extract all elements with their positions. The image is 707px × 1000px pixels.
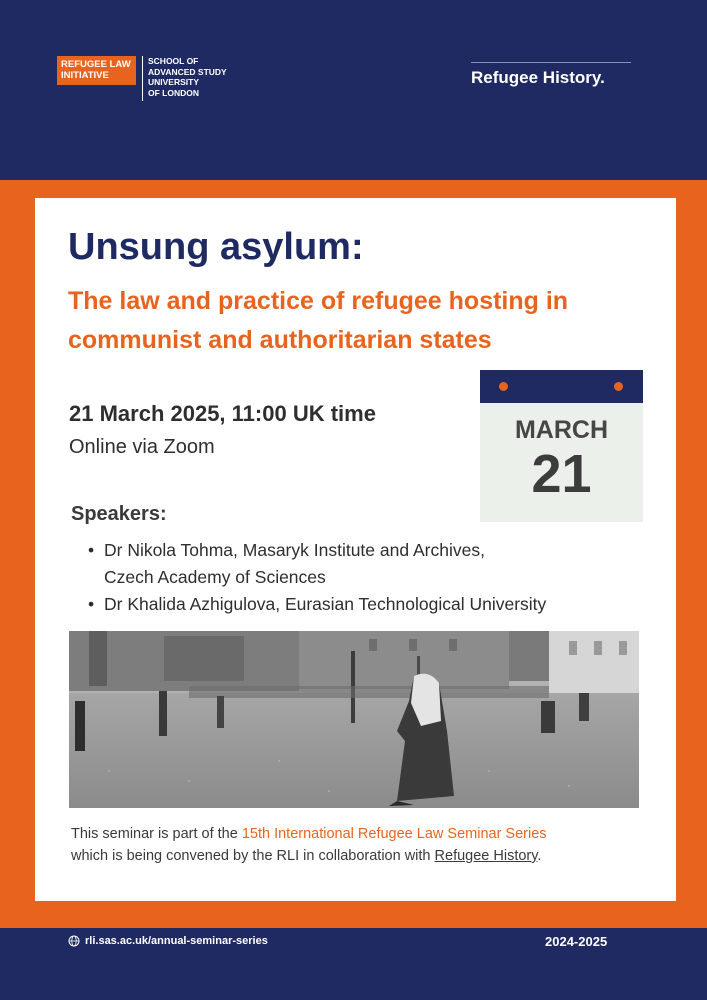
calendar-page (480, 403, 643, 522)
speakers-list (86, 537, 546, 618)
calendar-day: 21 (531, 444, 592, 504)
partner-logo: Refugee History. (471, 68, 605, 87)
sas-line: ADVANCED STUDY (148, 66, 227, 77)
bullet-icon: • (88, 594, 95, 614)
footer-years: 2024-2025 (545, 934, 608, 949)
speaker-item (86, 537, 546, 591)
event-subtitle: The law and practice of refugee hosting in communist and authoritarian states (68, 287, 569, 354)
sas-line: SCHOOL OF (148, 56, 199, 66)
partner-rule (471, 62, 631, 63)
rli-badge: REFUGEE LAW INITIATIVE (57, 56, 136, 85)
speaker-line: Czech Academy of Sciences (104, 567, 326, 587)
speaker-line: Dr Nikola Tohma, Masaryk Institute and Archives, (104, 540, 485, 560)
historic-photo (69, 631, 639, 808)
note-text: . (537, 848, 542, 864)
logo-divider (142, 56, 143, 101)
bullet-icon: • (88, 540, 95, 560)
rli-sas-logo (57, 56, 227, 101)
event-venue: Online via Zoom (69, 436, 215, 458)
sas-line: OF LONDON (148, 87, 199, 98)
calendar-header (480, 370, 643, 403)
sas-text (148, 56, 227, 98)
series-link[interactable]: 15th International Refugee Law Seminar Series (241, 826, 547, 842)
footer-url[interactable] (68, 935, 268, 947)
refugee-history-link[interactable]: Refugee History (434, 848, 538, 864)
calendar-month: MARCH (514, 416, 609, 444)
series-note (71, 823, 661, 867)
globe-icon (68, 935, 80, 947)
speakers-heading: Speakers: (71, 503, 167, 525)
event-title: Unsung asylum: (68, 226, 364, 268)
event-datetime: 21 March 2025, 11:00 UK time (69, 401, 376, 426)
speaker-line: Dr Khalida Azhigulova, Eurasian Technological University (104, 594, 547, 614)
calendar-ring (614, 382, 623, 391)
note-text: This seminar is part of the (71, 826, 242, 842)
calendar-ring (499, 382, 508, 391)
speaker-item (86, 591, 546, 618)
note-text: which is being convened by the RLI in collaboration with (71, 848, 435, 864)
url-text[interactable]: rli.sas.ac.uk/annual-seminar-series (85, 935, 268, 947)
calendar-icon (480, 370, 643, 522)
sas-line: UNIVERSITY (148, 77, 200, 87)
